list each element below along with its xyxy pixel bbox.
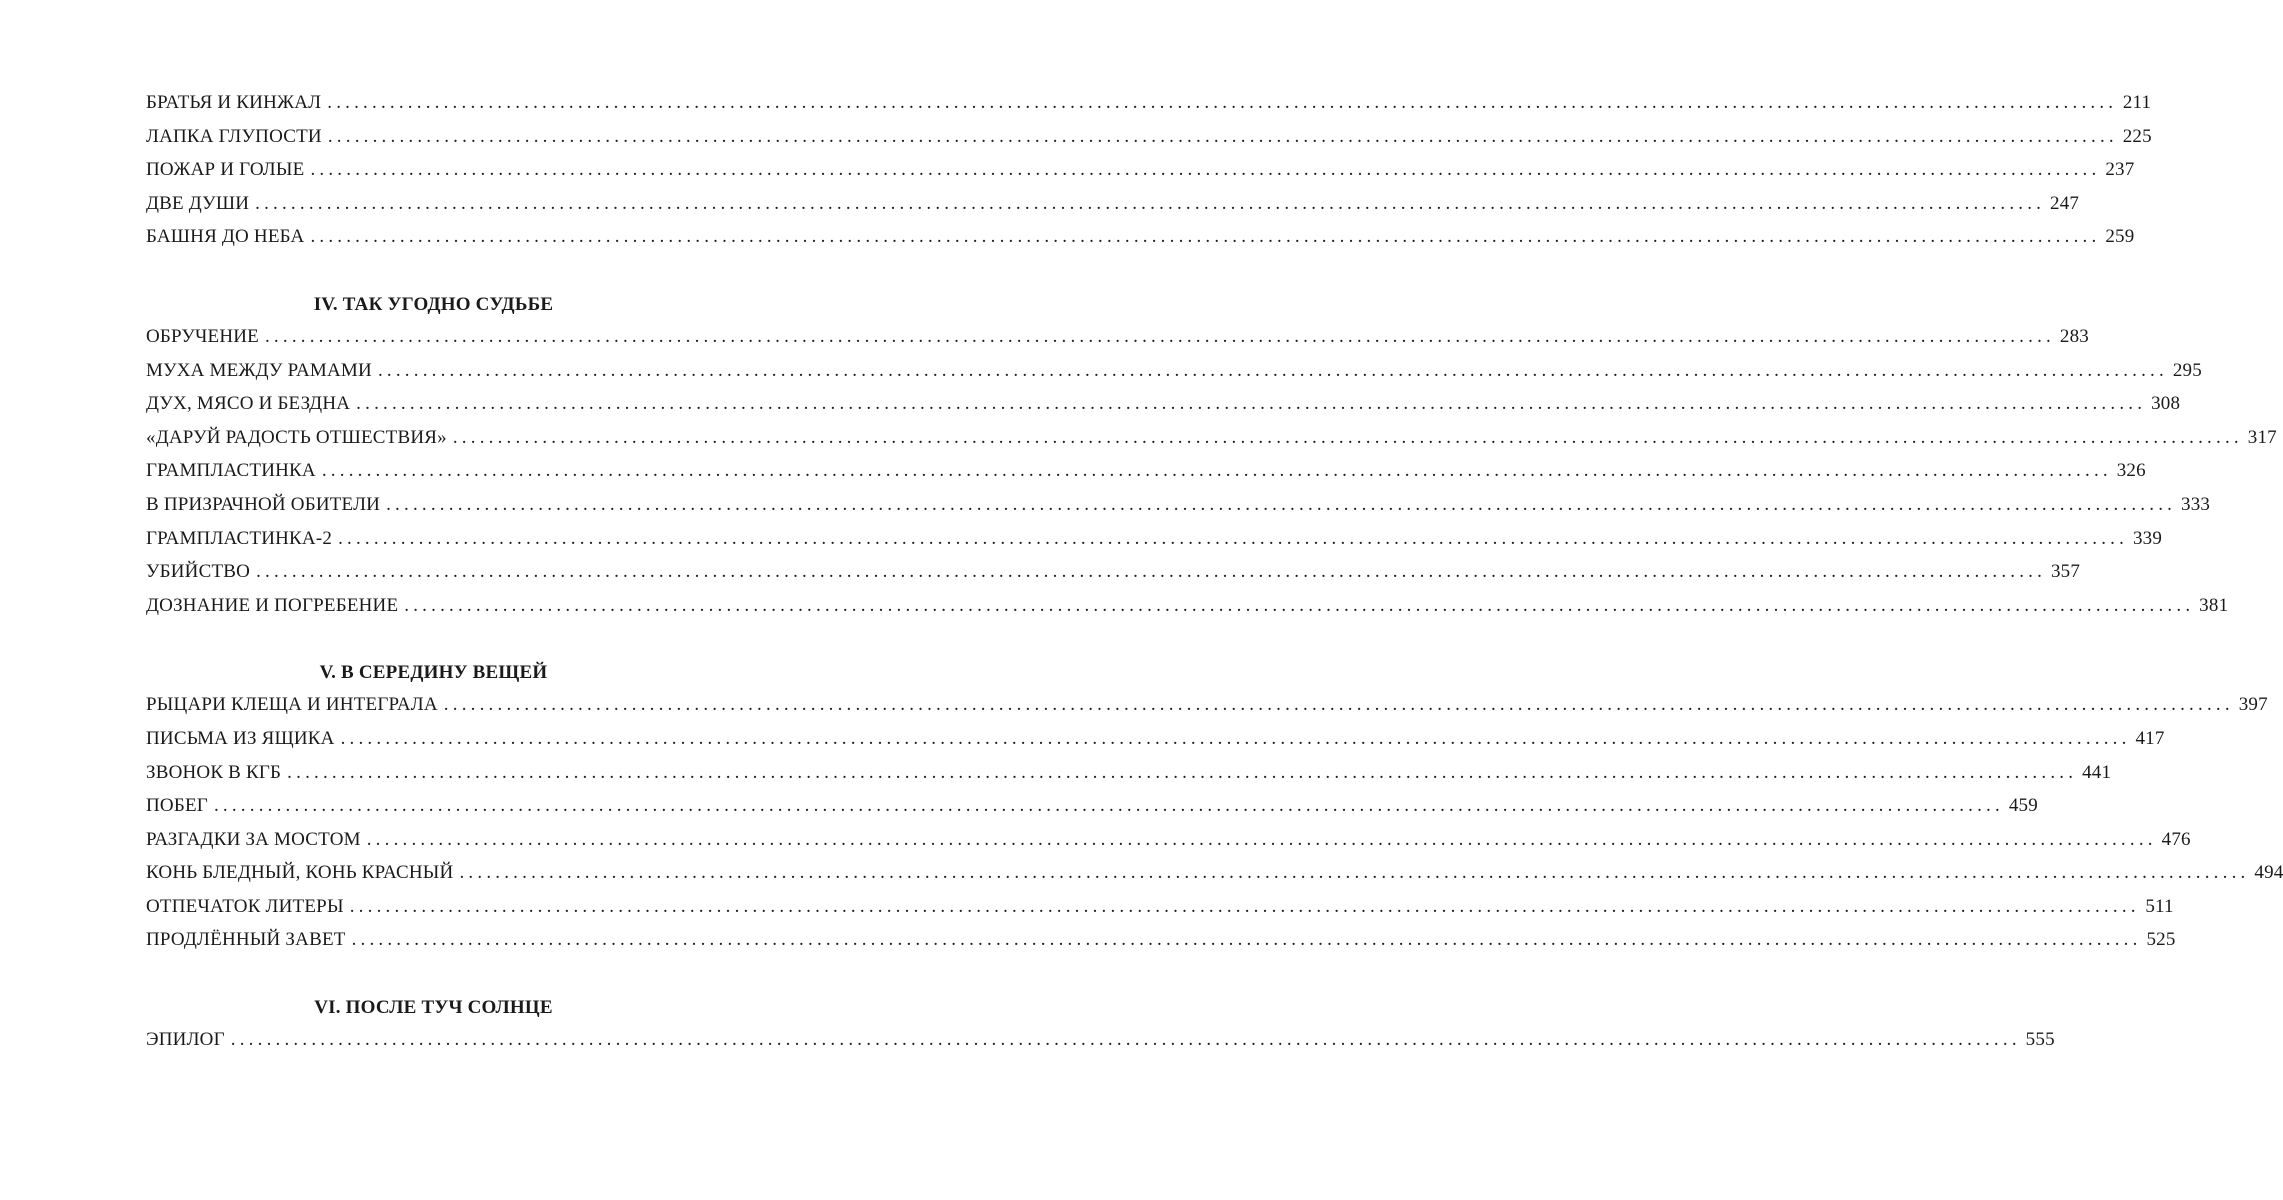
toc-entry-title: РЫЦАРИ КЛЕЩА И ИНТЕГРАЛА — [146, 694, 438, 716]
toc-entry[interactable] — [146, 727, 2165, 762]
toc-entry-page: 247 — [2050, 192, 2080, 214]
toc-entry-page: 525 — [2146, 929, 2176, 951]
toc-entry-page: 211 — [2122, 92, 2152, 113]
toc-entry-page: 511 — [2145, 895, 2174, 917]
toc-entry-title: ЗВОНОК В КГБ — [146, 761, 282, 783]
toc-entry[interactable] — [146, 359, 2202, 394]
toc-entry-page: 225 — [2122, 125, 2152, 147]
toc-group — [146, 92, 2152, 260]
toc-leader-dots: ........................................................................................................................................................................................................ — [255, 192, 2046, 214]
toc-entry-title: «ДАРУЙ РАДОСТЬ ОТШЕСТВИЯ» — [146, 426, 447, 448]
toc-leader-dots: ........................................................................................................................................................................................................ — [338, 527, 2129, 549]
toc-leader-dots: ........................................................................................................................................................................................................ — [404, 594, 2195, 616]
toc-entry[interactable] — [146, 125, 2152, 160]
toc-entry[interactable] — [146, 426, 2277, 461]
toc-entry-title: ДВЕ ДУШИ — [146, 192, 250, 214]
toc-entry[interactable] — [146, 895, 2174, 930]
section-heading: IV. ТАК УГОДНО СУДЬБЕ — [313, 293, 554, 315]
toc-entry-page: 441 — [2082, 761, 2112, 783]
toc-entry[interactable] — [146, 561, 2081, 595]
toc-leader-dots: ........................................................................................................................................................................................................ — [327, 125, 2118, 147]
toc-entry-page: 237 — [2105, 159, 2135, 181]
toc-entry[interactable] — [146, 828, 2191, 863]
toc-leader-dots: ........................................................................................................................................................................................................ — [327, 92, 2118, 113]
toc-entry-page: 459 — [2008, 795, 2038, 817]
toc-leader-dots: ........................................................................................................................................................................................................ — [310, 159, 2101, 181]
toc-leader-dots: ........................................................................................................................................................................................................ — [443, 694, 2234, 716]
toc-leader-dots: ........................................................................................................................................................................................................ — [264, 325, 2055, 347]
toc-leader-dots: ........................................................................................................................................................................................................ — [452, 426, 2243, 448]
toc-entry-title: БРАТЬЯ И КИНЖАЛ — [146, 92, 322, 113]
toc-leader-dots: ........................................................................................................................................................................................................ — [377, 359, 2168, 381]
section-heading: VI. ПОСЛЕ ТУЧ СОЛНЦЕ — [314, 997, 553, 1019]
toc-entry-page: 317 — [2247, 426, 2277, 448]
toc-group — [146, 656, 2283, 963]
toc-entry-title: ГРАМПЛАСТИНКА — [146, 460, 316, 482]
toc-entry-title: ДУХ, МЯСО И БЕЗДНА — [146, 393, 351, 415]
toc-entry-page: 357 — [2050, 561, 2081, 583]
toc-entry[interactable] — [146, 594, 2229, 629]
toc-entry[interactable] — [146, 226, 2135, 260]
toc-entry-page: 295 — [2172, 359, 2202, 381]
toc-entry-page: 381 — [2199, 594, 2229, 616]
toc-entry[interactable] — [146, 795, 2038, 829]
toc-entry[interactable] — [146, 92, 2152, 126]
toc-entry[interactable] — [146, 761, 2112, 796]
toc-entry[interactable] — [146, 192, 2080, 227]
toc-entry-page: 494 — [2254, 862, 2283, 884]
toc-entry[interactable] — [146, 460, 2146, 494]
toc-entry[interactable] — [146, 1029, 2055, 1063]
toc-entry[interactable] — [146, 929, 2176, 963]
toc-leader-dots: ........................................................................................................................................................................................................ — [287, 761, 2078, 783]
toc-entry-title: ЭПИЛОГ — [146, 1029, 225, 1051]
toc-entry-page: 326 — [2116, 460, 2146, 482]
toc-entry-title: УБИЙСТВО — [146, 561, 251, 583]
toc-group — [146, 288, 2277, 628]
toc-entry-page: 283 — [2059, 325, 2089, 347]
toc-entry-title: ОТПЕЧАТОК ЛИТЕРЫ — [146, 895, 344, 917]
toc-entry-title: ЛАПКА ГЛУПОСТИ — [146, 125, 322, 147]
toc-entry-page: 259 — [2105, 226, 2135, 248]
toc-entry-title: ПОБЕГ — [146, 795, 208, 817]
toc-entry[interactable] — [146, 862, 2283, 896]
section-heading: V. В СЕРЕДИНУ ВЕЩЕЙ — [319, 662, 548, 684]
toc-leader-dots: ........................................................................................................................................................................................................ — [213, 795, 2004, 817]
toc-entry[interactable] — [146, 493, 2211, 528]
toc-entry-title: МУХА МЕЖДУ РАМАМИ — [146, 359, 372, 381]
toc-entry-title: В ПРИЗРАЧНОЙ ОБИТЕЛИ — [146, 493, 381, 515]
toc-entry-title: ПРОДЛЁННЫЙ ЗАВЕТ — [146, 929, 346, 951]
toc-leader-dots: ........................................................................................................................................................................................................ — [256, 561, 2047, 583]
toc-entry-page: 397 — [2238, 694, 2268, 716]
table-of-contents — [146, 92, 2283, 1063]
toc-leader-dots: ........................................................................................................................................................................................................ — [386, 493, 2177, 515]
toc-entry-page: 417 — [2135, 727, 2165, 749]
toc-entry-title: КОНЬ БЛЕДНЫЙ, КОНЬ КРАСНЫЙ — [146, 862, 454, 884]
toc-entry-title: ПИСЬМА ИЗ ЯЩИКА — [146, 727, 335, 749]
toc-entry[interactable] — [146, 159, 2135, 193]
toc-leader-dots: ........................................................................................................................................................................................................ — [366, 828, 2157, 850]
toc-leader-dots: ........................................................................................................................................................................................................ — [356, 393, 2147, 415]
toc-entry-title: ПОЖАР И ГОЛЫЕ — [146, 159, 305, 181]
toc-entry-title: ДОЗНАНИЕ И ПОГРЕБЕНИЕ — [146, 594, 399, 616]
toc-leader-dots: ........................................................................................................................................................................................................ — [310, 226, 2101, 248]
toc-entry[interactable] — [146, 393, 2181, 427]
toc-entry-page: 555 — [2025, 1029, 2055, 1051]
toc-entry-page: 476 — [2161, 828, 2191, 850]
toc-entry-page: 339 — [2132, 527, 2163, 549]
toc-entry-page: 333 — [2181, 493, 2211, 515]
toc-leader-dots: ........................................................................................................................................................................................................ — [349, 895, 2140, 917]
toc-leader-dots: ........................................................................................................................................................................................................ — [459, 862, 2250, 884]
toc-leader-dots: ........................................................................................................................................................................................................ — [340, 727, 2131, 749]
toc-entry[interactable] — [146, 325, 2089, 360]
toc-entry-title: БАШНЯ ДО НЕБА — [146, 226, 305, 248]
toc-group — [146, 991, 2055, 1063]
toc-entry-title: ГРАМПЛАСТИНКА-2 — [146, 527, 333, 549]
toc-entry-title: ОБРУЧЕНИЕ — [146, 325, 259, 347]
toc-entry[interactable] — [146, 527, 2163, 562]
toc-entry-page: 308 — [2151, 393, 2181, 415]
toc-leader-dots: ........................................................................................................................................................................................................ — [351, 929, 2142, 951]
toc-leader-dots: ........................................................................................................................................................................................................ — [230, 1029, 2021, 1051]
toc-leader-dots: ........................................................................................................................................................................................................ — [321, 460, 2112, 482]
toc-entry-title: РАЗГАДКИ ЗА МОСТОМ — [146, 828, 361, 850]
toc-entry[interactable] — [146, 694, 2268, 728]
